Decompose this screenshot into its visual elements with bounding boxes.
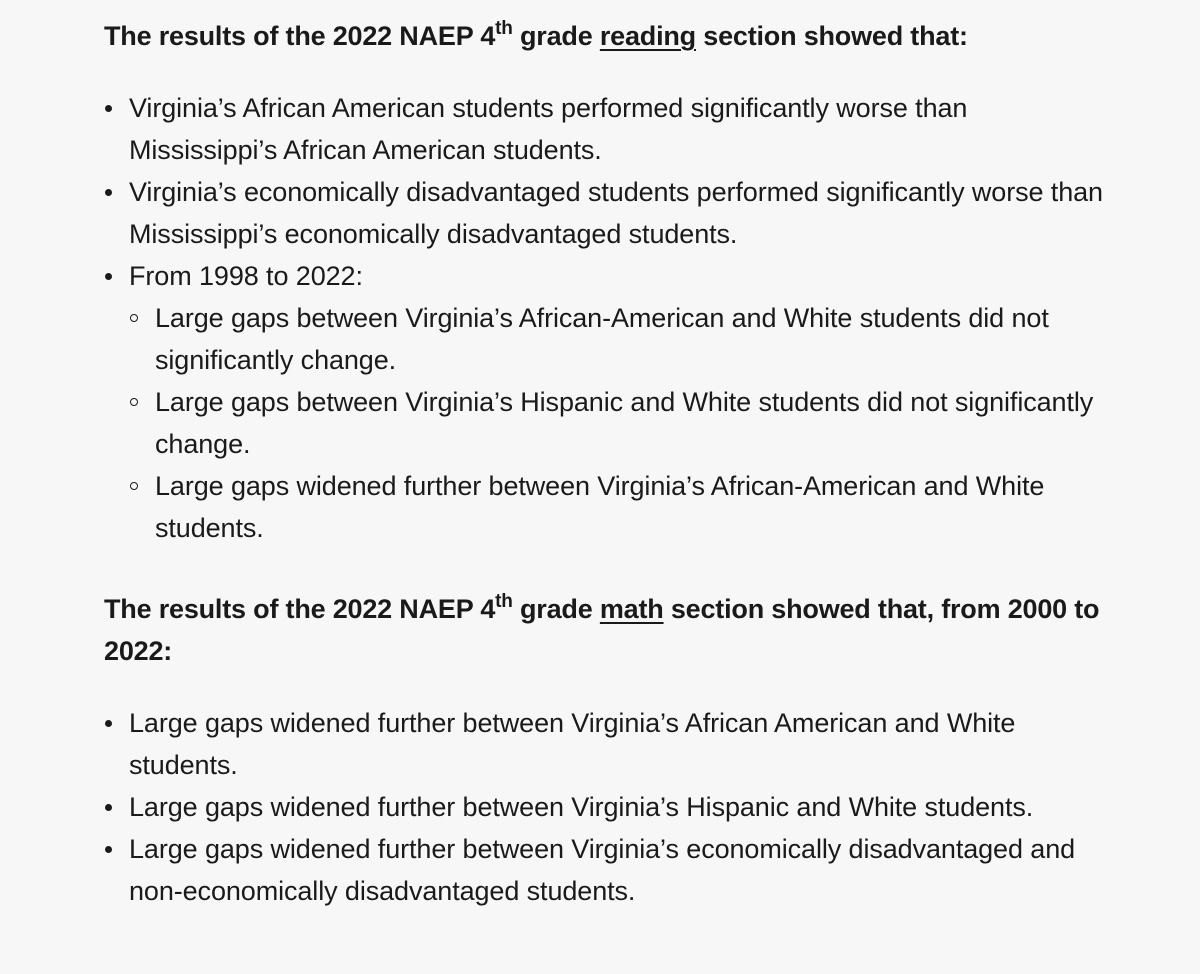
sub-list-item (129, 381, 1103, 465)
reading-heading-mid: grade (512, 21, 600, 51)
reading-heading-prefix: The results of the 2022 NAEP 4 (104, 21, 496, 51)
reading-trend-sublist (129, 297, 1103, 549)
list-item-text: Large gaps widened further between Virginia’s economically disadvantaged and non-economically disadvantaged students. (129, 834, 1076, 906)
list-item-text: Virginia’s economically disadvantaged students performed significantly worse than Mississippi’s economically disadvantaged students. (129, 177, 1103, 249)
reading-heading-ordinal: th (495, 18, 513, 39)
list-item (103, 171, 1103, 255)
reading-heading-subject: reading (599, 21, 696, 51)
list-item-text: Large gaps widened further between Virginia’s African American and White students. (129, 708, 1016, 780)
reading-results-list (103, 87, 1103, 549)
math-heading-subject: math (599, 594, 664, 624)
reading-heading-suffix: section showed that: (695, 21, 968, 51)
list-item (103, 786, 1113, 828)
list-item-text: Virginia’s African American students performed significantly worse than Mississippi’s African American students. (129, 93, 968, 165)
list-item (103, 87, 1103, 171)
list-item (103, 702, 1113, 786)
math-heading-ordinal: th (495, 591, 513, 612)
sub-list-item (129, 297, 1103, 381)
list-item (103, 828, 1113, 912)
list-item-text: From 1998 to 2022: (129, 261, 363, 291)
math-heading-mid: grade (512, 594, 600, 624)
math-section-heading (104, 588, 1104, 672)
math-heading-suffix: section showed that, from 2000 to 2022: (104, 594, 1100, 666)
math-heading-prefix: The results of the 2022 NAEP 4 (104, 594, 496, 624)
sub-list-item-text: Large gaps between Virginia’s Hispanic and White students did not significantly change. (155, 387, 1094, 459)
sub-list-item-text: Large gaps between Virginia’s African-American and White students did not significantly change. (155, 303, 1049, 375)
list-item (103, 255, 1103, 549)
list-item-text: Large gaps widened further between Virginia’s Hispanic and White students. (129, 792, 1034, 822)
reading-section-heading (104, 15, 968, 57)
sub-list-item-text: Large gaps widened further between Virginia’s African-American and White students. (155, 471, 1045, 543)
sub-list-item (129, 465, 1103, 549)
math-results-list (103, 702, 1113, 912)
